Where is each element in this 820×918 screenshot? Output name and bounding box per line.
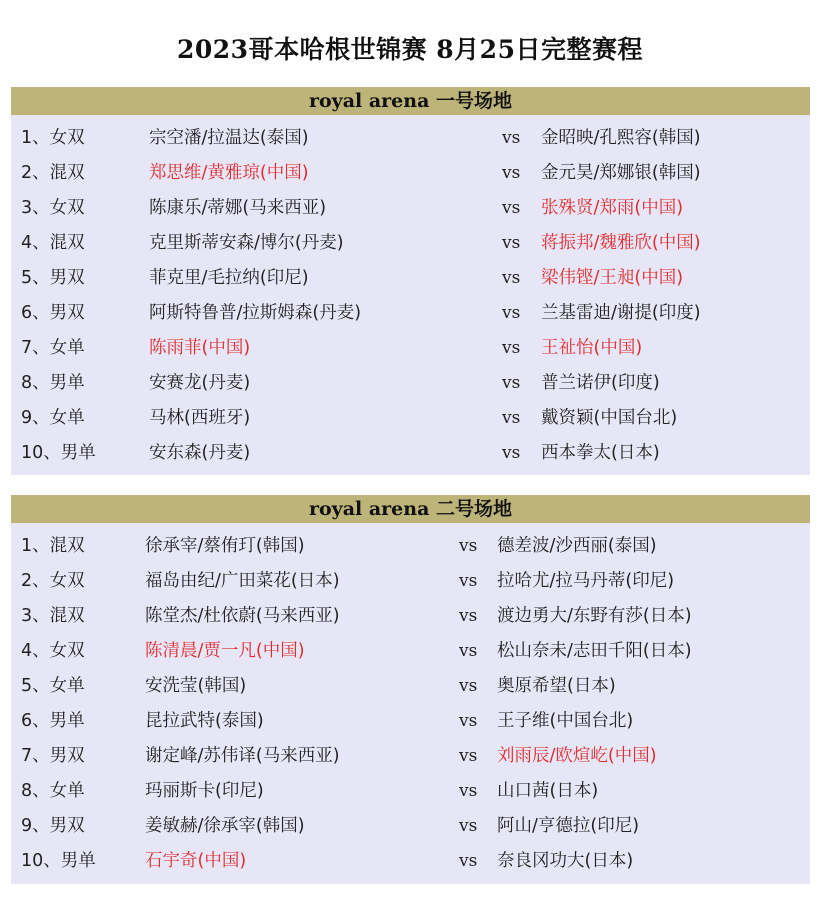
vs-label: vs: [459, 746, 478, 766]
player-a: 福岛由纪/广田菜花(日本): [145, 571, 340, 591]
match-number: 6、男单: [21, 711, 85, 731]
player-b: 刘雨辰/欧煊屹(中国): [497, 746, 657, 766]
player-a: 安东森(丹麦): [149, 443, 251, 463]
player-a: 徐承宰/蔡侑玎(韩国): [145, 536, 305, 556]
match-row: [11, 564, 810, 599]
match-row: [11, 809, 810, 844]
player-b: 王祉怡(中国): [541, 338, 643, 358]
match-row: [11, 366, 810, 401]
vs-label: vs: [502, 338, 521, 358]
player-a: 阿斯特鲁普/拉斯姆森(丹麦): [149, 303, 362, 323]
player-b: 奈良冈功大(日本): [497, 851, 634, 871]
match-number: 3、混双: [21, 606, 85, 626]
player-a: 马林(西班牙): [149, 408, 251, 428]
match-row: [11, 296, 810, 331]
vs-label: vs: [459, 641, 478, 661]
player-a: 昆拉武特(泰国): [145, 711, 264, 731]
match-number: 2、混双: [21, 163, 85, 183]
match-row: [11, 191, 810, 226]
player-b: 阿山/亨德拉(印尼): [497, 816, 640, 836]
vs-label: vs: [502, 268, 521, 288]
match-number: 5、男双: [21, 268, 85, 288]
player-b: 奥原希望(日本): [497, 676, 616, 696]
player-a: 玛丽斯卡(印尼): [145, 781, 264, 801]
player-b: 王子维(中国台北): [497, 711, 634, 731]
vs-label: vs: [502, 303, 521, 323]
vs-label: vs: [502, 408, 521, 428]
player-b: 梁伟铿/王昶(中国): [541, 268, 684, 288]
match-number: 3、女双: [21, 198, 85, 218]
match-row: [11, 669, 810, 704]
vs-label: vs: [502, 128, 521, 148]
vs-label: vs: [459, 781, 478, 801]
player-b: 蒋振邦/魏雅欣(中国): [541, 233, 701, 253]
player-b: 金元昊/郑娜银(韩国): [541, 163, 701, 183]
match-number: 4、混双: [21, 233, 85, 253]
court-2-header: royal arena 二号场地: [11, 495, 810, 523]
match-number: 1、混双: [21, 536, 85, 556]
match-row: [11, 121, 810, 156]
match-number: 1、女双: [21, 128, 85, 148]
player-a: 菲克里/毛拉纳(印尼): [149, 268, 309, 288]
vs-label: vs: [459, 816, 478, 836]
page-title: 2023哥本哈根世锦赛 8月25日完整赛程: [177, 35, 643, 64]
player-b: 松山奈未/志田千阳(日本): [497, 641, 692, 661]
match-number: 4、女双: [21, 641, 85, 661]
player-a: 石宇奇(中国): [145, 851, 247, 871]
match-row: [11, 529, 810, 564]
player-b: 山口茜(日本): [497, 781, 599, 801]
match-number: 8、女单: [21, 781, 85, 801]
match-number: 7、女单: [21, 338, 85, 358]
court-1-schedule: [11, 87, 810, 475]
match-row: [11, 331, 810, 366]
match-row: [11, 599, 810, 634]
match-row: [11, 774, 810, 809]
player-b: 渡边勇大/东野有莎(日本): [497, 606, 692, 626]
player-a: 陈清晨/贾一凡(中国): [145, 641, 305, 661]
player-b: 戴资颖(中国台北): [541, 408, 678, 428]
match-row: [11, 704, 810, 739]
court-2-schedule: [11, 495, 810, 884]
player-a: 陈康乐/蒂娜(马来西亚): [149, 198, 327, 218]
match-number: 7、男双: [21, 746, 85, 766]
vs-label: vs: [502, 163, 521, 183]
player-a: 安赛龙(丹麦): [149, 373, 251, 393]
player-b: 张殊贤/郑雨(中国): [541, 198, 684, 218]
player-a: 陈雨菲(中国): [149, 338, 251, 358]
player-a: 宗空潘/拉温达(泰国): [149, 128, 309, 148]
match-row: [11, 226, 810, 261]
match-number: 10、男单: [21, 851, 96, 871]
match-number: 6、男双: [21, 303, 85, 323]
vs-label: vs: [459, 571, 478, 591]
player-a: 谢定峰/苏伟译(马来西亚): [145, 746, 340, 766]
court-2-match-list: [11, 523, 810, 879]
match-row: [11, 436, 810, 471]
match-number: 5、女单: [21, 676, 85, 696]
player-a: 克里斯蒂安森/博尔(丹麦): [149, 233, 344, 253]
vs-label: vs: [502, 443, 521, 463]
vs-label: vs: [459, 851, 478, 871]
player-b: 兰基雷迪/谢提(印度): [541, 303, 701, 323]
match-number: 9、男双: [21, 816, 85, 836]
player-b: 西本拳太(日本): [541, 443, 660, 463]
vs-label: vs: [502, 198, 521, 218]
player-a: 陈堂杰/杜依蔚(马来西亚): [145, 606, 340, 626]
match-row: [11, 156, 810, 191]
player-b: 金昭映/孔熙容(韩国): [541, 128, 701, 148]
match-row: [11, 401, 810, 436]
player-a: 姜敏赫/徐承宰(韩国): [145, 816, 305, 836]
player-a: 安洗莹(韩国): [145, 676, 247, 696]
player-b: 普兰诺伊(印度): [541, 373, 660, 393]
vs-label: vs: [459, 676, 478, 696]
match-row: [11, 261, 810, 296]
player-b: 拉哈尤/拉马丹蒂(印尼): [497, 571, 675, 591]
match-number: 10、男单: [21, 443, 96, 463]
player-a: 郑思维/黄雅琼(中国): [149, 163, 309, 183]
match-number: 8、男单: [21, 373, 85, 393]
match-number: 9、女单: [21, 408, 85, 428]
player-b: 德差波/沙西丽(泰国): [497, 536, 657, 556]
vs-label: vs: [459, 536, 478, 556]
vs-label: vs: [459, 606, 478, 626]
court-1-match-list: [11, 115, 810, 471]
vs-label: vs: [459, 711, 478, 731]
match-row: [11, 739, 810, 774]
court-1-header: royal arena 一号场地: [11, 87, 810, 115]
match-number: 2、女双: [21, 571, 85, 591]
match-row: [11, 844, 810, 879]
match-row: [11, 634, 810, 669]
vs-label: vs: [502, 373, 521, 393]
vs-label: vs: [502, 233, 521, 253]
